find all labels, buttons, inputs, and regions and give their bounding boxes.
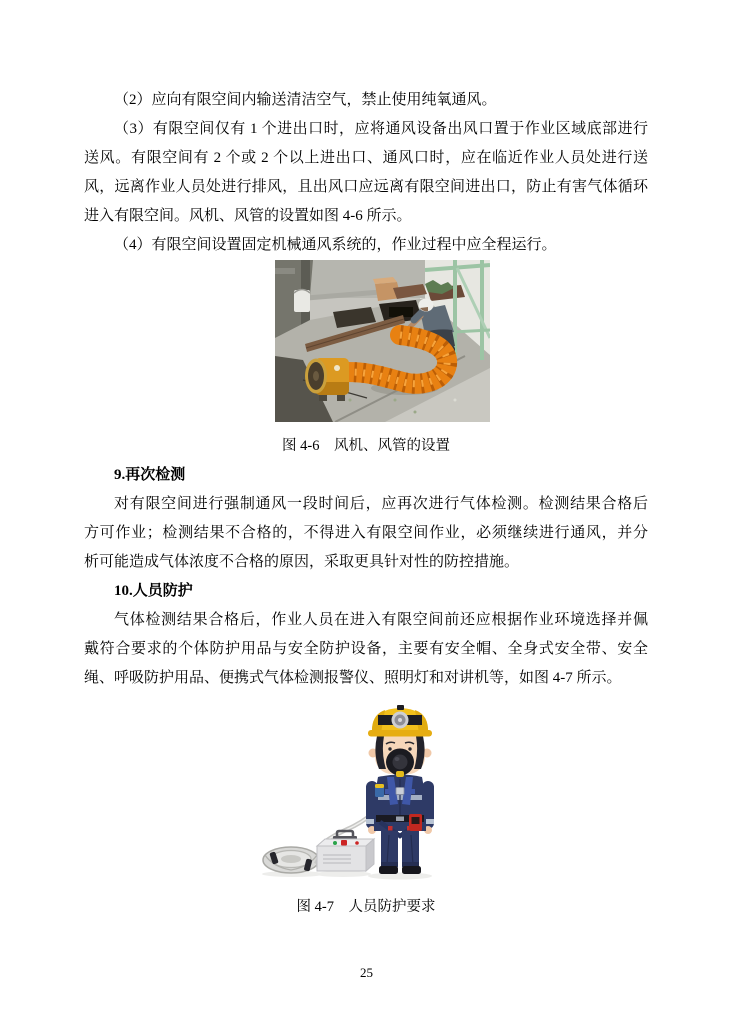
paragraph-item-2: （2）应向有限空间内输送清洁空气，禁止使用纯氧通风。	[114, 92, 497, 108]
air-supply-box	[317, 831, 374, 871]
section-9-body: 对有限空间进行强制通风一段时间后，应再次进行气体检测。检测结果合格后 方可作业；检测结果不合格的，不得进入有限空间作业，必须继续进行通风，并分 析可能造成气体浓度不合格的原因，采取更具针对性的防控措施。	[84, 496, 648, 570]
worker-head	[369, 733, 432, 777]
safety-helmet	[368, 705, 432, 737]
figure-4-6-caption: 图 4-6 风机、风管的设置	[282, 438, 450, 454]
boots	[379, 866, 398, 874]
paragraph-item-4: （4）有限空间设置固定机械通风系统的，作业过程中应全程运行。	[114, 237, 557, 253]
gas-detector	[409, 814, 422, 831]
figure-4-6-photo	[275, 260, 490, 422]
figure-4-6	[84, 260, 648, 461]
section-10-heading: 10.人员防护	[114, 583, 193, 599]
paragraph-item-3: （3）有限空间仅有 1 个进出口时，应将通风设备出风口置于作业区域底部进行 送风。有限空间有 2 个或 2 个以上进出口、通风口时，应在临近作业人员处进行送 风，远离作业人员处进行排风，且出风口应远离有限空间进出口，防止有害气体循环 进入有限空间。风机、风管的设置如图 4-6 所示。	[84, 121, 648, 224]
section-10-body: 气体检测结果合格后，作业人员在进入有限空间前还应根据作业环境选择并佩 戴符合要求的个体防护用品与安全防护设备，主要有安全帽、全身式安全带、安全 绳、呼吸防护用品、便携式气体检测报警仪、照明灯和对讲机等，如图 4-7 所示。	[84, 612, 648, 686]
section-9-heading: 9.再次检测	[114, 467, 186, 483]
worker-figure	[366, 705, 434, 874]
illustration-shadow	[368, 873, 432, 880]
figure-4-7	[84, 693, 648, 922]
figure-4-7-illustration	[259, 703, 449, 883]
figure-4-7-caption: 图 4-7 人员防护要求	[296, 899, 436, 915]
green-indicator	[333, 841, 337, 845]
hose-coil	[263, 847, 319, 873]
red-switch	[341, 840, 347, 846]
photo-bucket	[294, 290, 310, 312]
page-number: 25	[360, 965, 373, 980]
